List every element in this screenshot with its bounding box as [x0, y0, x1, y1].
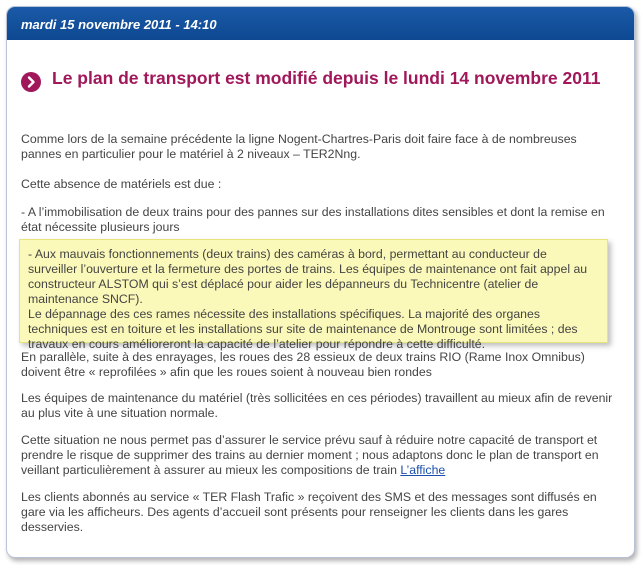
chevron-right-circle-icon	[21, 72, 41, 92]
highlight-box	[19, 239, 608, 351]
highlight-paragraph-2: Le dépannage des ces rames nécessite des installations spécifiques. La majorité des organes techniques est en toiture et les installations sur site de maintenance de Montrouge sont limitées ; des travaux en cours amélioreront la capacité de l’atelier pour répondre à cette difficulté.	[28, 307, 578, 351]
affiche-link[interactable]: L’affiche	[400, 463, 446, 477]
paragraph-absence: Cette absence de matériels est due :	[21, 177, 222, 191]
paragraph-situation	[21, 433, 621, 478]
paragraph-parallel: En parallèle, suite à des enrayages, les roues des 28 essieux de deux trains RIO (Rame Inox Omnibus) doivent être « reprofilées » afin que les roues soient à nouveau bien rondes	[21, 350, 585, 379]
highlight-paragraph-1: - Aux mauvais fonctionnements (deux trains) des caméras à bord, permettant au conducteur de surveiller l’ouverture et la fermeture des portes de trains. Les équipes de maintenance ont fait appel au constructeur ALSTOM qui s’est déplacé pour aider les dépanneurs du Technicentre (atelier de maintenance SNCF).	[28, 247, 588, 306]
paragraph-maintenance: Les équipes de maintenance du matériel (très sollicitées en ces périodes) travaillent au mieux afin de revenir au plus vite à une situation normale.	[21, 391, 613, 420]
page-title: Le plan de transport est modifié depuis le lundi 14 novembre 2011	[52, 68, 601, 88]
date-header: mardi 15 novembre 2011 - 14:10	[7, 7, 634, 40]
news-card	[6, 6, 635, 558]
paragraph-clients: Les clients abonnés au service « TER Flash Trafic » reçoivent des SMS et des messages sont diffusés en gare via les afficheurs. Des agents d’accueil sont présents pour renseigner les clients dans les gares desservies.	[21, 490, 597, 534]
paragraph-intro: Comme lors de la semaine précédente la ligne Nogent-Chartres-Paris doit faire face à de nombreuses pannes en particulier pour le matériel à 2 niveaux – TER2Nng.	[21, 132, 577, 161]
paragraph-cause1: - A l’immobilisation de deux trains pour des pannes sur des installations dites sensibles et dont la remise en état nécessite plusieurs jours	[21, 205, 605, 234]
title-row	[21, 68, 620, 89]
situation-text: Cette situation ne nous permet pas d’assurer le service prévu sauf à réduire notre capacité de transport et prendre le risque de supprimer des trains au dernier moment ; nous adaptons donc le plan de transport en veillant particulièrement à assurer au mieux les compositions de train	[21, 433, 599, 477]
